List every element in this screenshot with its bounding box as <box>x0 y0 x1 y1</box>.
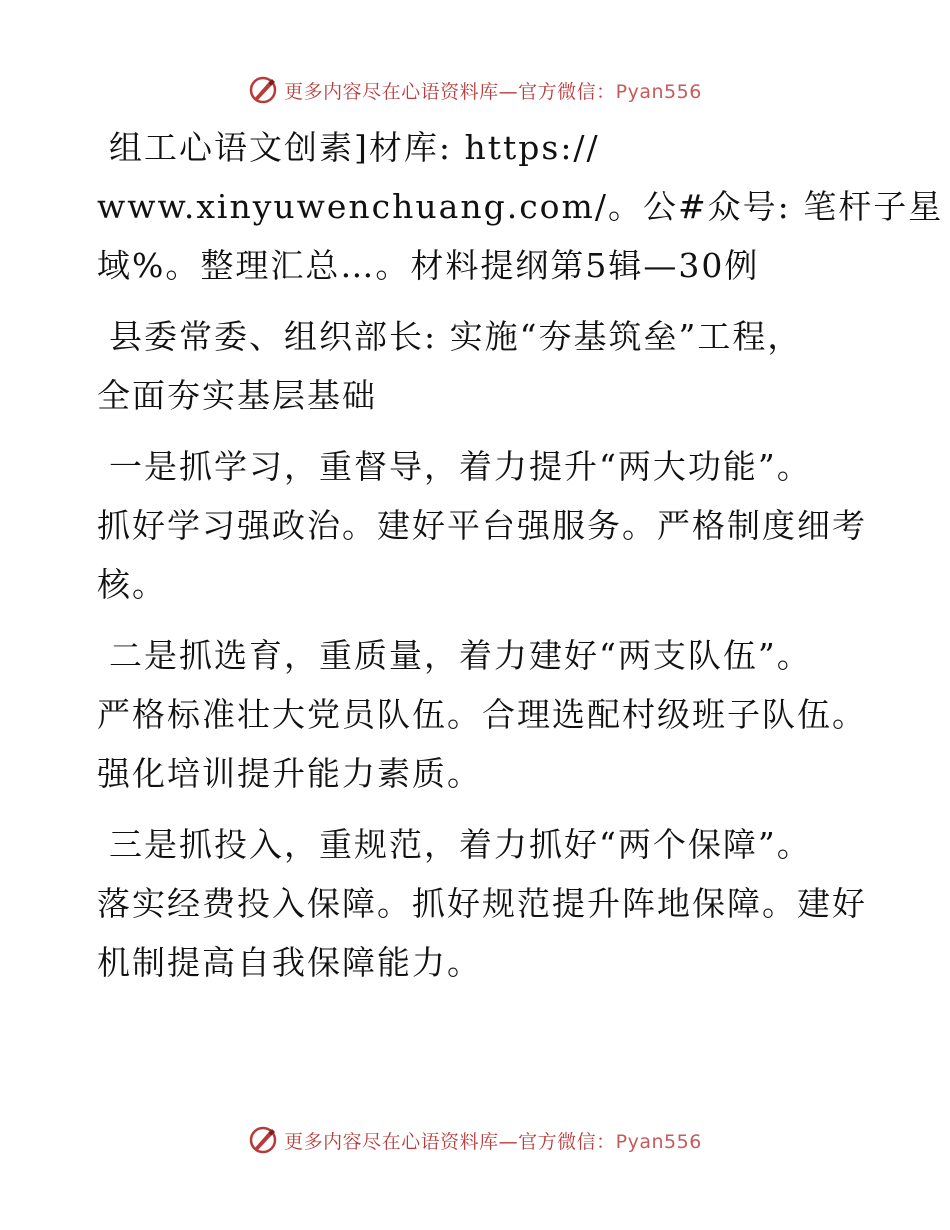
watermark-label: 更多内容尽在心语资料库—官方微信： <box>284 1130 616 1153</box>
pen-logo-icon <box>248 75 278 105</box>
text-line: 三是抓投入，重规范，着力抓好“两个保障”。 <box>109 825 812 864</box>
text-line: 域%。整理汇总…。材料提纲第5辑—30例 <box>97 246 760 285</box>
text-line: 抓好学习强政治。建好平台强服务。严格制度细考 <box>97 506 867 545</box>
text-line: 县委常委、组织部长: 实施“夯基筑垒”工程， <box>109 317 803 356</box>
text-line: 落实经费投入保障。抓好规范提升阵地保障。建好 <box>97 884 867 923</box>
paragraph-point-1 <box>97 437 867 614</box>
text-line: 一是抓学习，重督导，着力提升“两大功能”。 <box>109 447 812 486</box>
footer-watermark <box>0 1120 950 1160</box>
pen-logo-icon <box>248 1125 278 1155</box>
text-line: 二是抓选育，重质量，着力建好“两支队伍”。 <box>109 636 812 675</box>
watermark-text <box>284 1127 702 1154</box>
text-line: 组工心语文创素]材库: https:// <box>109 128 600 167</box>
paragraph-heading <box>97 307 857 425</box>
text-line: 严格标准壮大党员队伍。合理选配村级班子队伍。 <box>97 695 867 734</box>
watermark-handle: Pyan556 <box>615 80 702 103</box>
text-line: 全面夯实基层基础 <box>97 376 377 415</box>
text-line: 核。 <box>97 565 167 604</box>
text-line: 机制提高自我保障能力。 <box>97 943 482 982</box>
text-line: 强化培训提升能力素质。 <box>97 754 482 793</box>
watermark-label: 更多内容尽在心语资料库—官方微信： <box>284 80 616 103</box>
watermark-text <box>284 77 702 104</box>
paragraph-point-3 <box>97 815 867 992</box>
header-watermark <box>0 70 950 110</box>
watermark-handle: Pyan556 <box>615 1130 702 1153</box>
text-line: www.xinyuwenchuang.com/。公#众号: 笔杆子星 <box>97 187 944 226</box>
document-body <box>97 118 944 1004</box>
paragraph-point-2 <box>97 626 867 803</box>
paragraph-intro <box>97 118 944 295</box>
